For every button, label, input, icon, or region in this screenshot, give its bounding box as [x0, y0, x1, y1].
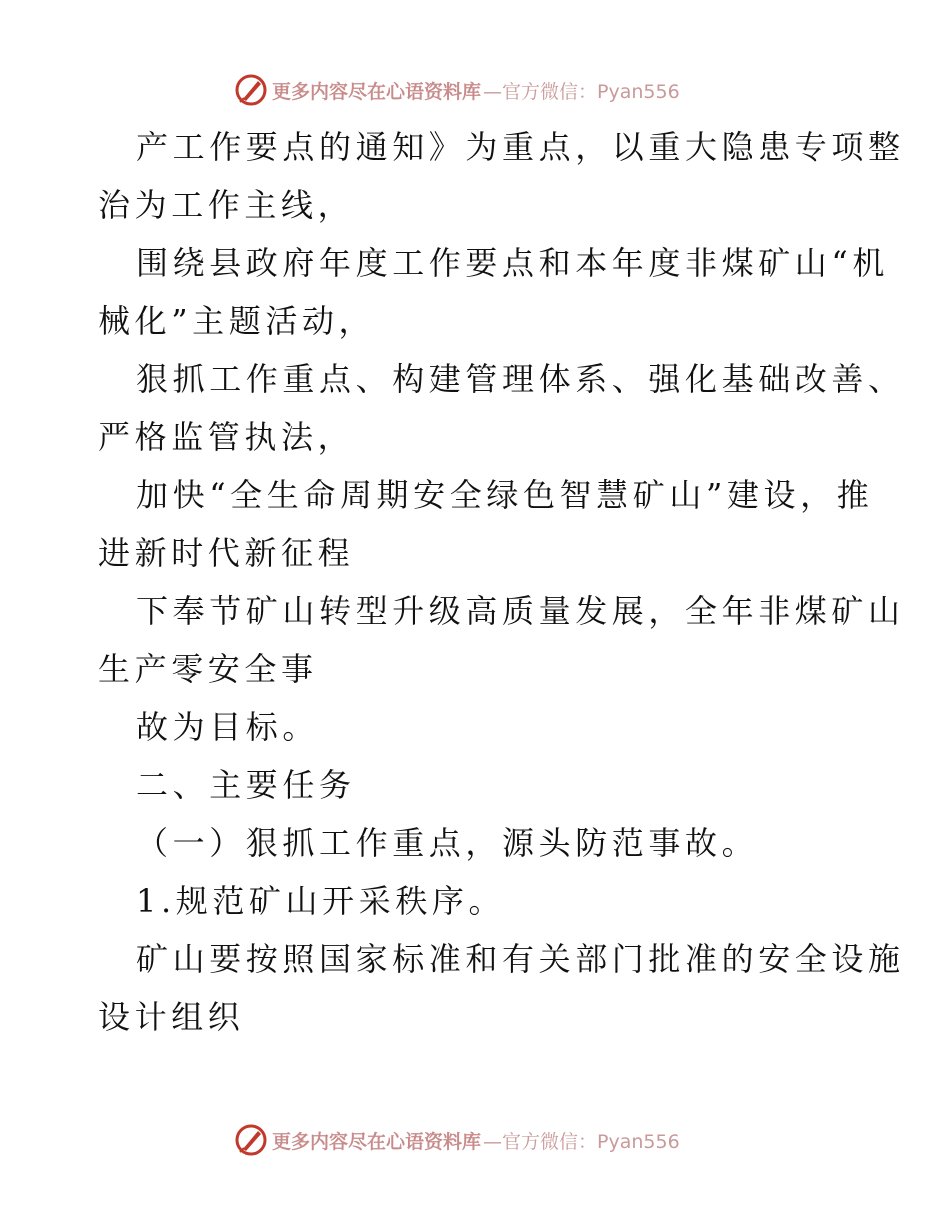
paragraph-10-line-2: 设计组织	[98, 998, 245, 1036]
subsection-heading: （一）狠抓工作重点，源头防范事故。	[136, 824, 759, 862]
paragraph-3-line-1: 狠抓工作重点、构建管理体系、强化基础改善、	[136, 360, 905, 398]
paragraph-3-line-2: 严格监管执法，	[98, 418, 355, 456]
paragraph-2-line-2: 械化”主题活动，	[98, 302, 376, 340]
document-body	[98, 118, 905, 1046]
quill-logo-icon	[234, 73, 268, 107]
watermark-contact-text: —官方微信：Pyan556	[483, 1130, 680, 1153]
paragraph-1-line-2: 治为工作主线，	[98, 186, 355, 224]
watermark-brand-text: 更多内容尽在心语资料库	[272, 1130, 482, 1153]
watermark-brand-text: 更多内容尽在心语资料库	[272, 80, 482, 103]
paragraph-10-line-1: 矿山要按照国家标准和有关部门批准的安全设施	[136, 940, 905, 978]
section-heading: 二、主要任务	[136, 766, 356, 804]
paragraph-4-line-2: 进新时代新征程	[98, 534, 355, 572]
paragraph-5-line-1: 下奉节矿山转型升级高质量发展，全年非煤矿山	[136, 592, 905, 630]
footer-watermark	[234, 1122, 754, 1158]
item-heading: 1.规范矿山开采秩序。	[136, 882, 506, 920]
paragraph-4-line-1: 加快“全生命周期安全绿色智慧矿山”建设，推	[136, 476, 874, 514]
watermark-contact-text: —官方微信：Pyan556	[483, 80, 680, 103]
paragraph-5-line-2: 生产零安全事	[98, 650, 318, 688]
paragraph-2-line-1: 围绕县政府年度工作要点和本年度非煤矿山“机	[136, 244, 889, 282]
paragraph-6-line-1: 故为目标。	[136, 708, 320, 746]
header-watermark	[234, 72, 754, 108]
quill-logo-icon	[234, 1123, 268, 1157]
paragraph-1-line-1: 产工作要点的通知》为重点，以重大隐患专项整	[136, 128, 905, 166]
